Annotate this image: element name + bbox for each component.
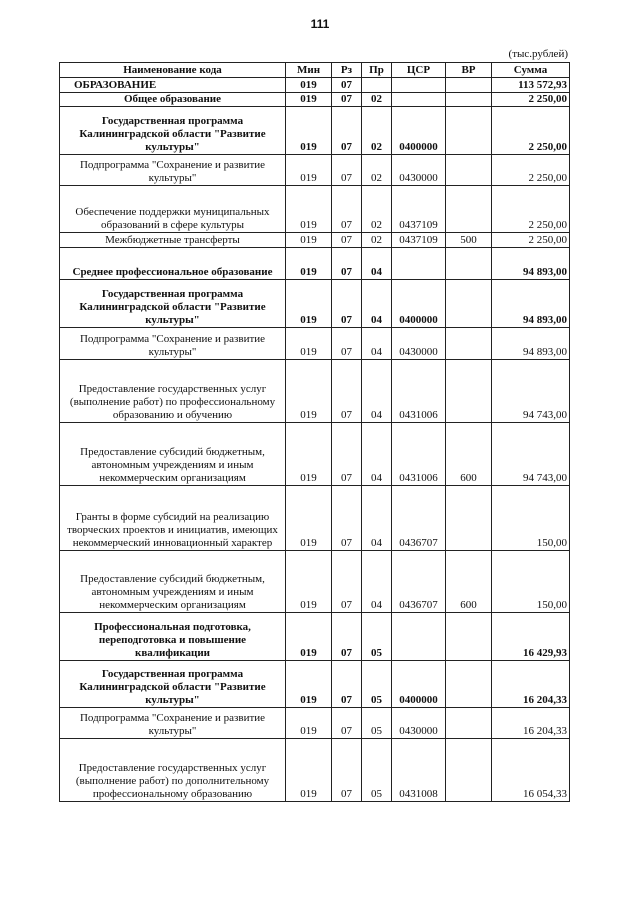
row-vr (446, 78, 492, 93)
row-min: 019 (286, 78, 332, 93)
row-rz: 07 (332, 78, 362, 93)
row-csr (392, 78, 446, 93)
row-min: 019 (286, 93, 332, 107)
row-pr: 02 (362, 233, 392, 248)
table-row (60, 78, 570, 93)
table-row (60, 739, 570, 802)
row-name: ОБРАЗОВАНИЕ (60, 78, 286, 93)
row-sum: 2 250,00 (492, 93, 570, 107)
row-csr: 0431008 (392, 739, 446, 802)
row-pr: 05 (362, 613, 392, 661)
row-csr: 0431006 (392, 360, 446, 423)
row-vr: 500 (446, 233, 492, 248)
row-name: Подпрограмма "Сохранение и развитие культуры" (60, 155, 286, 186)
row-min: 019 (286, 328, 332, 360)
table-row (60, 186, 570, 233)
row-name: Предоставление субсидий бюджетным, автономным учреждениям и иным некоммерческим организациям (60, 551, 286, 613)
row-csr: 0437109 (392, 233, 446, 248)
table-row (60, 93, 570, 107)
table-row (60, 248, 570, 280)
row-vr (446, 613, 492, 661)
header-name: Наименование кода (60, 63, 286, 78)
row-min: 019 (286, 423, 332, 486)
row-rz: 07 (332, 233, 362, 248)
row-rz: 07 (332, 186, 362, 233)
row-vr (446, 107, 492, 155)
row-name: Предоставление субсидий бюджетным, автономным учреждениям и иным некоммерческим организациям (60, 423, 286, 486)
row-sum: 94 893,00 (492, 280, 570, 328)
table-row (60, 486, 570, 551)
row-vr (446, 155, 492, 186)
row-sum: 16 054,33 (492, 739, 570, 802)
row-name: Межбюджетные трансферты (60, 233, 286, 248)
row-csr: 0400000 (392, 661, 446, 708)
header-sum: Сумма (492, 63, 570, 78)
row-vr (446, 661, 492, 708)
row-sum: 2 250,00 (492, 233, 570, 248)
row-rz: 07 (332, 93, 362, 107)
row-sum: 2 250,00 (492, 107, 570, 155)
row-name: Общее образование (60, 93, 286, 107)
row-pr: 05 (362, 708, 392, 739)
row-min: 019 (286, 551, 332, 613)
table-row (60, 155, 570, 186)
row-name: Предоставление государственных услуг (выполнение работ) по дополнительному профессиональному образованию (60, 739, 286, 802)
row-rz: 07 (332, 661, 362, 708)
row-name: Государственная программа Калининградской области "Развитие культуры" (60, 661, 286, 708)
row-sum: 94 893,00 (492, 328, 570, 360)
page-number: 111 (310, 17, 330, 31)
row-sum: 150,00 (492, 486, 570, 551)
row-min: 019 (286, 248, 332, 280)
row-min: 019 (286, 186, 332, 233)
row-name: Профессиональная подготовка, переподготовка и повышение квалификации (60, 613, 286, 661)
header-pr: Пр (362, 63, 392, 78)
row-vr (446, 360, 492, 423)
row-vr (446, 248, 492, 280)
header-rz: Рз (332, 63, 362, 78)
row-sum: 16 429,93 (492, 613, 570, 661)
row-vr (446, 93, 492, 107)
row-csr: 0431006 (392, 423, 446, 486)
row-name: Подпрограмма "Сохранение и развитие культуры" (60, 708, 286, 739)
row-pr: 04 (362, 360, 392, 423)
row-csr (392, 248, 446, 280)
row-sum: 150,00 (492, 551, 570, 613)
row-sum: 113 572,93 (492, 78, 570, 93)
table-row (60, 107, 570, 155)
table-row (60, 613, 570, 661)
row-csr: 0436707 (392, 551, 446, 613)
row-name: Государственная программа Калининградской области "Развитие культуры" (60, 280, 286, 328)
table-row (60, 423, 570, 486)
table-row (60, 328, 570, 360)
row-vr (446, 486, 492, 551)
row-min: 019 (286, 739, 332, 802)
row-pr: 04 (362, 551, 392, 613)
row-csr: 0400000 (392, 280, 446, 328)
row-name: Обеспечение поддержки муниципальных образований в сфере культуры (60, 186, 286, 233)
row-vr: 600 (446, 423, 492, 486)
table-row (60, 233, 570, 248)
row-pr: 04 (362, 280, 392, 328)
table-row (60, 280, 570, 328)
row-csr: 0437109 (392, 186, 446, 233)
row-min: 019 (286, 280, 332, 328)
row-pr: 02 (362, 93, 392, 107)
row-rz: 07 (332, 280, 362, 328)
budget-table (59, 62, 570, 802)
row-rz: 07 (332, 613, 362, 661)
row-csr: 0430000 (392, 328, 446, 360)
table-header-row (60, 63, 570, 78)
row-min: 019 (286, 486, 332, 551)
row-min: 019 (286, 360, 332, 423)
header-min: Мин (286, 63, 332, 78)
row-rz: 07 (332, 107, 362, 155)
row-min: 019 (286, 708, 332, 739)
row-pr: 05 (362, 739, 392, 802)
row-rz: 07 (332, 708, 362, 739)
row-min: 019 (286, 661, 332, 708)
row-rz: 07 (332, 360, 362, 423)
row-pr: 02 (362, 155, 392, 186)
row-sum: 94 743,00 (492, 423, 570, 486)
row-min: 019 (286, 107, 332, 155)
row-vr (446, 280, 492, 328)
row-min: 019 (286, 155, 332, 186)
row-sum: 16 204,33 (492, 708, 570, 739)
row-rz: 07 (332, 328, 362, 360)
row-csr: 0430000 (392, 708, 446, 739)
row-rz: 07 (332, 248, 362, 280)
row-pr (362, 78, 392, 93)
row-rz: 07 (332, 551, 362, 613)
row-name: Предоставление государственных услуг (выполнение работ) по профессиональному образованию и обучению (60, 360, 286, 423)
row-vr (446, 328, 492, 360)
row-pr: 04 (362, 328, 392, 360)
row-pr: 04 (362, 423, 392, 486)
row-pr: 04 (362, 486, 392, 551)
table-row (60, 708, 570, 739)
table-row (60, 360, 570, 423)
row-pr: 02 (362, 186, 392, 233)
row-csr: 0436707 (392, 486, 446, 551)
row-csr (392, 613, 446, 661)
row-rz: 07 (332, 423, 362, 486)
units-label: (тыс.рублей) (508, 48, 568, 60)
row-vr (446, 708, 492, 739)
header-vr: ВР (446, 63, 492, 78)
row-rz: 07 (332, 739, 362, 802)
header-csr: ЦСР (392, 63, 446, 78)
row-pr: 05 (362, 661, 392, 708)
row-rz: 07 (332, 486, 362, 551)
row-sum: 94 893,00 (492, 248, 570, 280)
row-vr: 600 (446, 551, 492, 613)
row-min: 019 (286, 613, 332, 661)
row-sum: 16 204,33 (492, 661, 570, 708)
row-name: Подпрограмма "Сохранение и развитие культуры" (60, 328, 286, 360)
row-name: Государственная программа Калининградской области "Развитие культуры" (60, 107, 286, 155)
row-pr: 02 (362, 107, 392, 155)
row-sum: 94 743,00 (492, 360, 570, 423)
row-vr (446, 186, 492, 233)
row-sum: 2 250,00 (492, 155, 570, 186)
row-csr (392, 93, 446, 107)
row-name: Гранты в форме субсидий на реализацию творческих проектов и инициатив, имеющих некоммерческий инновационный характер (60, 486, 286, 551)
table-row (60, 661, 570, 708)
table-row (60, 551, 570, 613)
row-name: Среднее профессиональное образование (60, 248, 286, 280)
row-csr: 0430000 (392, 155, 446, 186)
row-rz: 07 (332, 155, 362, 186)
row-csr: 0400000 (392, 107, 446, 155)
row-sum: 2 250,00 (492, 186, 570, 233)
row-vr (446, 739, 492, 802)
row-min: 019 (286, 233, 332, 248)
row-pr: 04 (362, 248, 392, 280)
